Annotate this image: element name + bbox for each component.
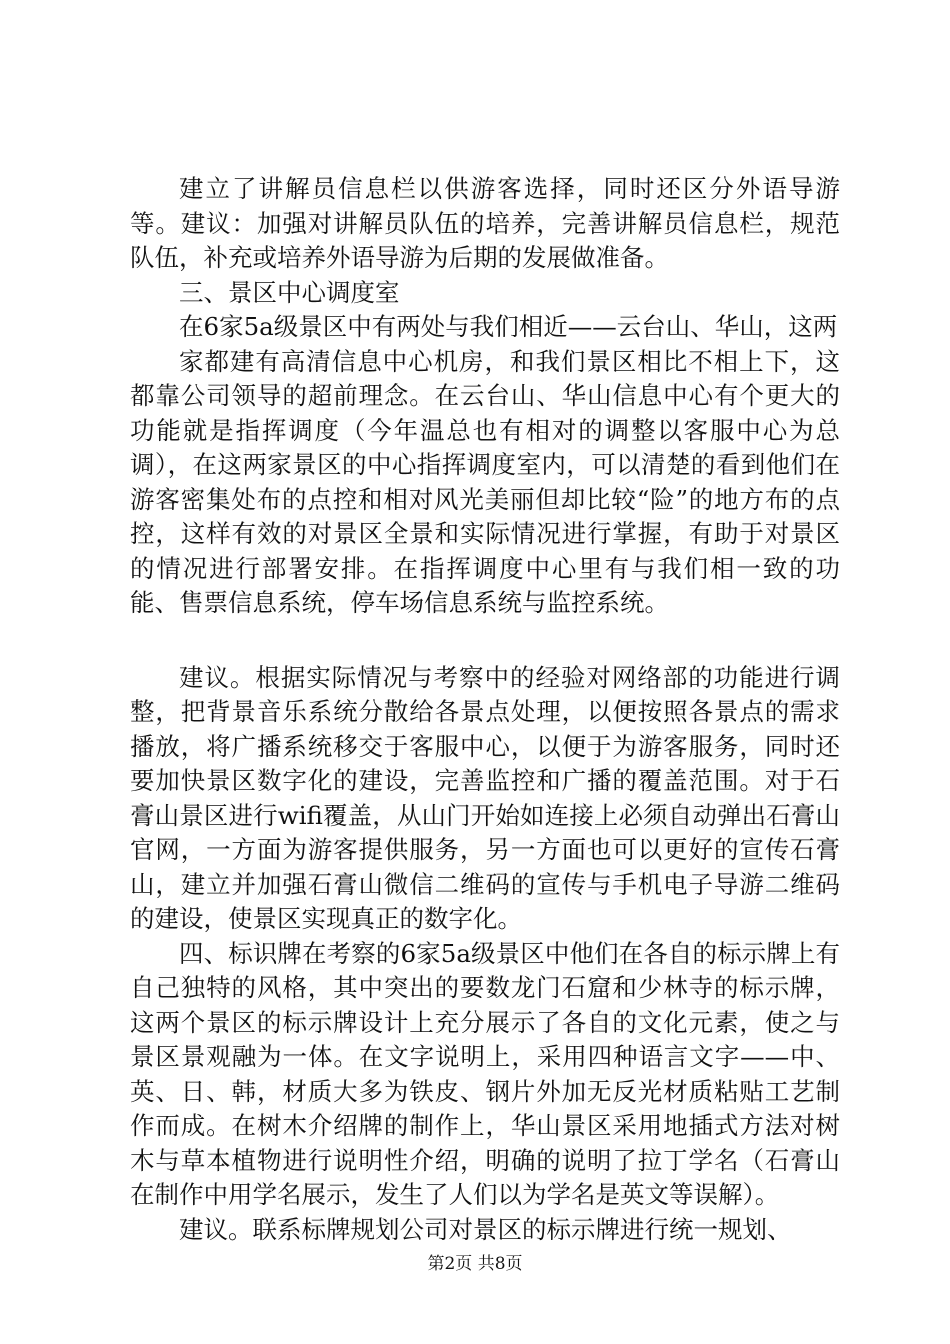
paragraph-signage-suggestion: 建议。联系标牌规划公司对景区的标示牌进行统一规划、 [179,1214,792,1244]
document-body [130,172,840,1247]
blank-line [130,621,840,661]
section-heading-dispatch-room: 三、景区中心调度室 [179,277,400,307]
paragraph-dispatch-detail: 家都建有高清信息中心机房，和我们景区相比不相上下，这都靠公司领导的超前理念。在云台山、华山信息中心有个更大的功能就是指挥调度（今年温总也有相对的调整以客服中心为总调），在这两家景区的中心指挥调度室内，可以清楚的看到他们在游客密集处布的点控和相对风光美丽但却比较“险”的地方布的点控，这样有效的对景区全景和实际情况进行掌握，有助于对景区的情况进行部署安排。在指挥调度中心里有与我们相一致的功能、售票信息系统，停车场信息系统与监控系统。 [130,346,840,617]
page-number: 第2页 共8页 [427,1254,523,1274]
paragraph-dispatch-intro: 在6家5a级景区中有两处与我们相近——云台山、华山，这两 [179,312,838,341]
paragraph-network-suggestion: 建议。根据实际情况与考察中的经验对网络部的功能进行调整，把背景音乐系统分散给各景点处理，以便按照各景点的需求播放，将广播系统移交于客服中心，以便于为游客服务，同时还要加快景区数字化的建设，完善监控和广播的覆盖范围。对于石膏山景区进行wifi覆盖，从山门开始如连接上必须自动弹出石膏山官网，一方面为游客提供服务，另一方面也可以更好的宣传石膏山，建立并加强石膏山微信二维码的宣传与手机电子导游二维码的建设，使景区实现真正的数字化。 [130,662,840,933]
paragraph-guide-info: 建立了讲解员信息栏以供游客选择，同时还区分外语导游等。建议：加强对讲解员队伍的培养，完善讲解员信息栏，规范队伍，补充或培养外语导游为后期的发展做准备。 [130,174,840,272]
paragraph-signage: 四、标识牌在考察的6家5a级景区中他们在各自的标示牌上有自己独特的风格，其中突出的要数龙门石窟和少林寺的标示牌，这两个景区的标示牌设计上充分展示了各自的文化元素，使之与景区景观融为一体。在文字说明上，采用四种语言文字——中、英、日、韩，材质大多为铁皮、钢片外加无反光材质粘贴工艺制作而成。在树木介绍牌的制作上，华山景区采用地插式方法对树木与草本植物进行说明性介绍，明确的说明了拉丁学名（石膏山在制作中用学名展示，发生了人们以为学名是英文等误解）。 [130,938,840,1209]
